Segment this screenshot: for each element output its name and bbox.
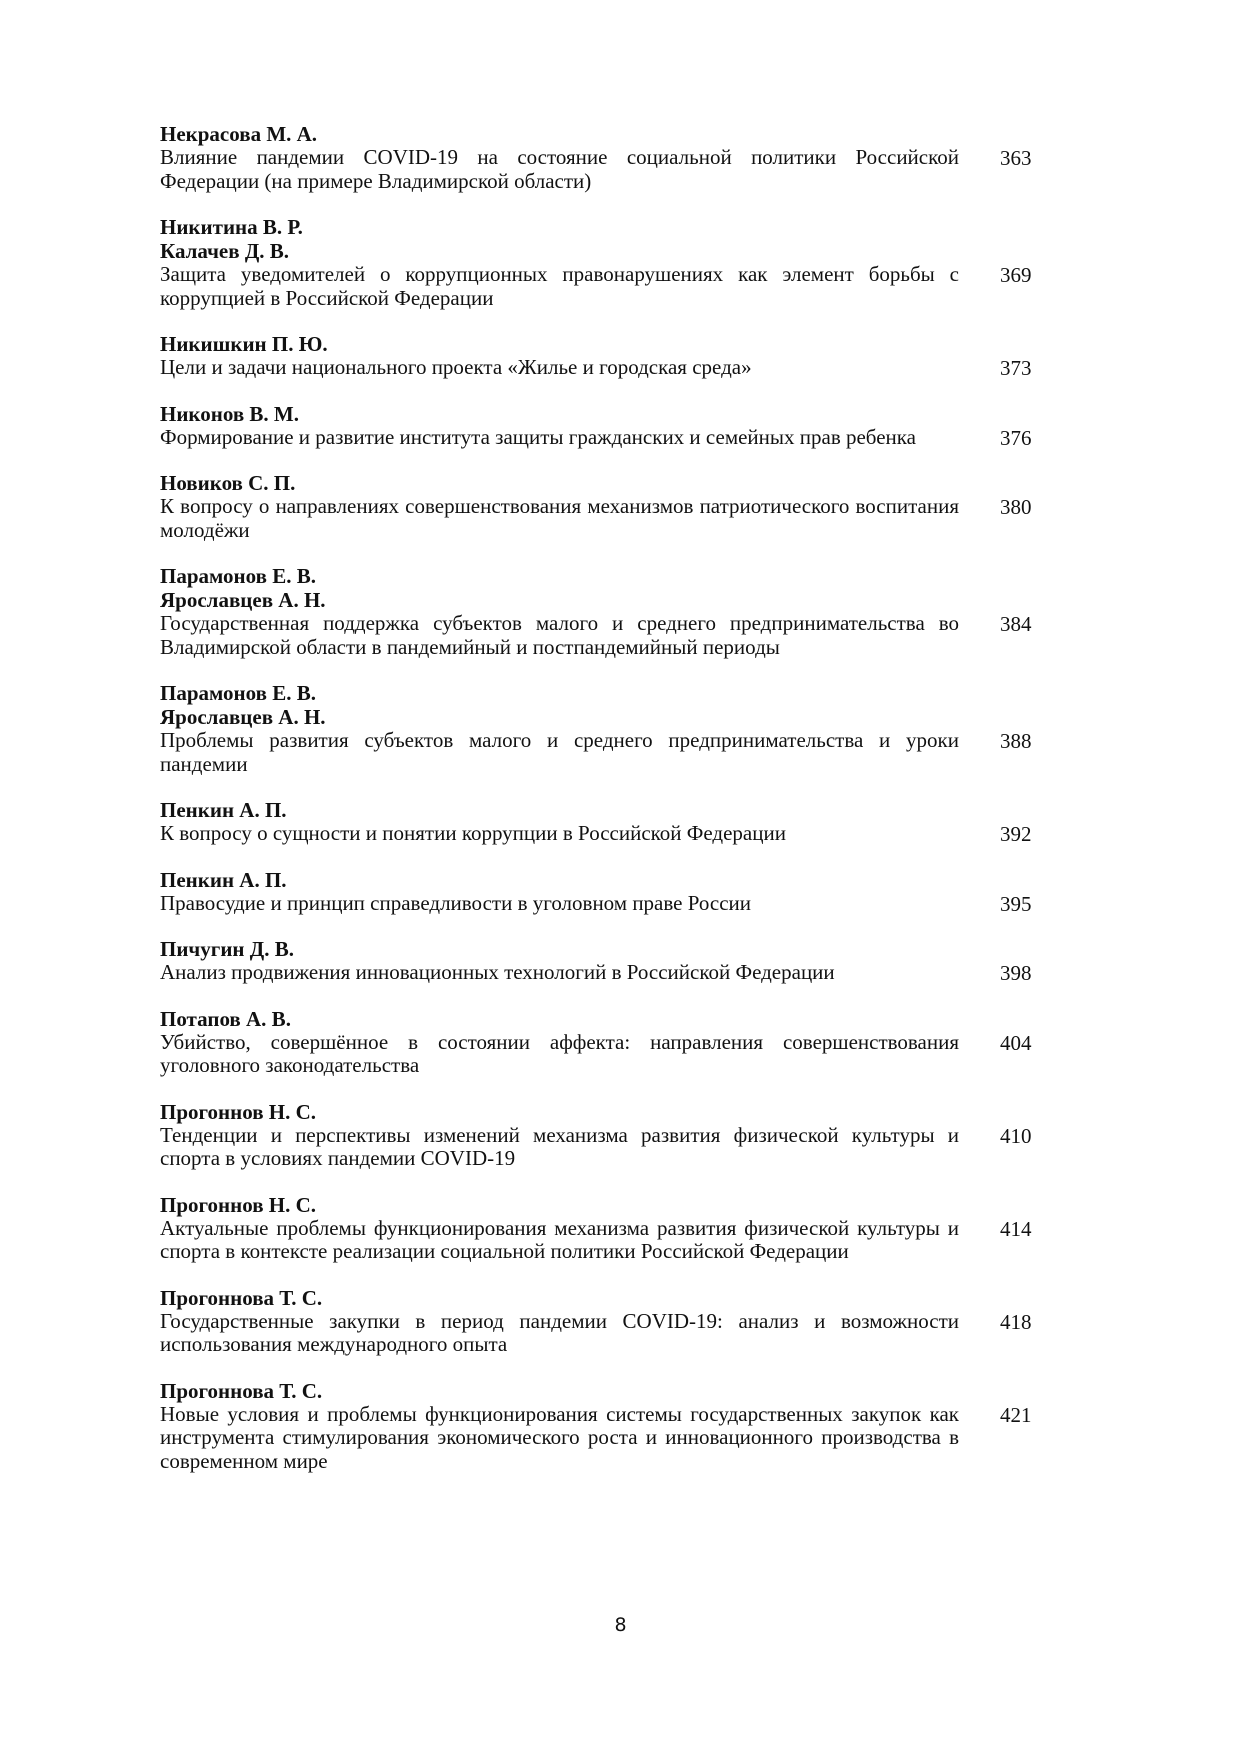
toc-entry bbox=[160, 402, 1040, 450]
toc-entry-title-row bbox=[160, 263, 1040, 310]
toc-entry-author: Ярославцев А. Н. bbox=[160, 588, 326, 612]
toc-entry-author: Прогоннова Т. С. bbox=[160, 1378, 323, 1403]
toc-entry-page-number: 392 bbox=[1000, 822, 1032, 846]
toc-entry-page-number: 418 bbox=[1000, 1309, 1032, 1334]
toc-entry bbox=[160, 1007, 1040, 1078]
toc-entry-page-number: 410 bbox=[1000, 1123, 1032, 1148]
toc-entry-author: Пенкин А. П. bbox=[160, 798, 287, 822]
toc-entry-author: Прогоннов Н. С. bbox=[160, 1192, 317, 1217]
toc-entry-title-row bbox=[160, 426, 1040, 450]
toc-entry-page-number: 404 bbox=[1000, 1030, 1032, 1055]
toc-entry bbox=[160, 332, 1040, 380]
toc-entry-title-row bbox=[160, 495, 1040, 542]
toc-entry bbox=[160, 1193, 1040, 1264]
toc-entry bbox=[160, 122, 1040, 193]
toc-entry-title: Новые условия и проблемы функционирования системы государственных закупок как инструмента стимулирования экономического роста и инновационного производства в современном мире bbox=[160, 1401, 959, 1473]
toc-entry-page-number: 414 bbox=[1000, 1216, 1032, 1241]
toc-entry-author: Никишкин П. Ю. bbox=[160, 332, 328, 356]
toc-entry-author: Никитина В. Р. bbox=[160, 215, 303, 239]
toc-entry-page-number: 363 bbox=[1000, 146, 1032, 170]
toc-entry-title-row bbox=[160, 146, 1040, 193]
toc-entry-title: Убийство, совершённое в состоянии аффекта: направления совершенствования уголовного законодательства bbox=[160, 1029, 959, 1077]
toc-entry-title: Цели и задачи национального проекта «Жилье и городская среда» bbox=[160, 355, 752, 379]
toc-entry-title: Формирование и развитие института защиты гражданских и семейных прав ребенка bbox=[160, 424, 916, 449]
toc-entry-title: Влияние пандемии COVID-19 на состояние социальной политики Российской Федерации (на примере Владимирской области) bbox=[160, 145, 959, 193]
toc-entry-page-number: 395 bbox=[1000, 891, 1032, 916]
toc-entry-title: Тенденции и перспективы изменений механизма развития физической культуры и спорта в условиях пандемии COVID-19 bbox=[160, 1122, 959, 1170]
toc-entry-author: Парамонов Е. В. bbox=[160, 681, 316, 705]
toc-entry-page-number: 373 bbox=[1000, 356, 1032, 380]
toc-entry bbox=[160, 564, 1040, 659]
toc-entry-author: Потапов А. В. bbox=[160, 1006, 291, 1031]
toc-entry-title-row bbox=[160, 1403, 1040, 1474]
toc-entry-author: Ярославцев А. Н. bbox=[160, 705, 326, 729]
toc-entry-page-number: 421 bbox=[1000, 1402, 1032, 1427]
toc-entry-author: Парамонов Е. В. bbox=[160, 564, 316, 588]
toc-entry-author: Некрасова М. А. bbox=[160, 122, 318, 146]
toc-entry bbox=[160, 1379, 1040, 1474]
toc-entry-title-row bbox=[160, 1031, 1040, 1078]
toc-entry-title-row bbox=[160, 612, 1040, 659]
page-number-footer: 8 bbox=[614, 1614, 627, 1636]
toc-entry-title: К вопросу о сущности и понятии коррупции в Российской Федерации bbox=[160, 821, 786, 845]
toc-entry-author: Пенкин А. П. bbox=[160, 867, 287, 892]
toc-entry-page-number: 376 bbox=[1000, 425, 1032, 450]
toc-entry-title-row bbox=[160, 961, 1040, 985]
toc-entry-title: Государственная поддержка субъектов малого и среднего предпринимательства во Владимирской области в пандемийный и постпандемийный периоды bbox=[160, 611, 959, 659]
toc-entry-title-row bbox=[160, 1217, 1040, 1264]
toc-entry-page-number: 384 bbox=[1000, 612, 1032, 636]
toc-entry bbox=[160, 1286, 1040, 1357]
toc-entry bbox=[160, 798, 1040, 846]
toc-entry-title: К вопросу о направлениях совершенствования механизмов патриотического воспитания молодёжи bbox=[160, 494, 959, 542]
toc-entry-author: Прогоннов Н. С. bbox=[160, 1099, 317, 1124]
toc-entry bbox=[160, 471, 1040, 542]
toc-entry-author: Прогоннова Т. С. bbox=[160, 1285, 323, 1310]
toc-entry bbox=[160, 215, 1040, 310]
toc-entry-title-row bbox=[160, 822, 1040, 846]
toc-entry-title-row bbox=[160, 1124, 1040, 1171]
toc-entry-title: Проблемы развития субъектов малого и среднего предпринимательства и уроки пандемии bbox=[160, 728, 959, 776]
toc-entry-title-row bbox=[160, 892, 1040, 916]
toc-entry-title: Государственные закупки в период пандемии COVID-19: анализ и возможности использования международного опыта bbox=[160, 1308, 959, 1356]
toc-entry-title: Защита уведомителей о коррупционных правонарушениях как элемент борьбы с коррупцией в Российской Федерации bbox=[160, 262, 959, 310]
toc-entry bbox=[160, 868, 1040, 916]
toc-entry-title-row bbox=[160, 1310, 1040, 1357]
toc-entry bbox=[160, 937, 1040, 985]
toc-entry-page-number: 388 bbox=[1000, 729, 1032, 753]
toc-entry-title: Правосудие и принцип справедливости в уголовном праве России bbox=[160, 890, 752, 915]
toc-entry-title-row bbox=[160, 729, 1040, 776]
toc-entry-author: Пичугин Д. В. bbox=[160, 937, 294, 961]
toc-entry-author: Калачев Д. В. bbox=[160, 239, 290, 263]
toc-entry-title: Анализ продвижения инновационных технологий в Российской Федерации bbox=[160, 960, 835, 984]
toc-entry bbox=[160, 1100, 1040, 1171]
table-of-contents bbox=[160, 122, 1040, 1495]
toc-entry-page-number: 398 bbox=[1000, 961, 1032, 985]
toc-entry-page-number: 369 bbox=[1000, 263, 1032, 287]
toc-entry-page-number: 380 bbox=[1000, 495, 1032, 519]
toc-entry-author: Никонов В. М. bbox=[160, 401, 300, 426]
toc-entry-author: Новиков С. П. bbox=[160, 471, 296, 495]
toc-entry-title: Актуальные проблемы функционирования механизма развития физической культуры и спорта в контексте реализации социальной политики Российской Федерации bbox=[160, 1215, 959, 1263]
toc-entry-title-row bbox=[160, 356, 1040, 380]
toc-entry bbox=[160, 681, 1040, 776]
